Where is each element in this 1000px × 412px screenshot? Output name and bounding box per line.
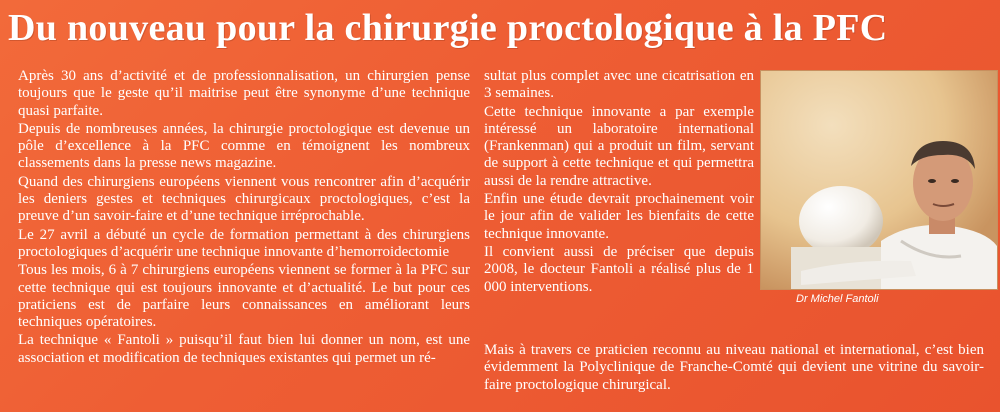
article-column-2 — [484, 68, 754, 297]
photo-caption: Dr Michel Fantoli — [796, 293, 879, 305]
portrait-photo — [760, 70, 998, 290]
paragraph: Tous les mois, 6 à 7 chirurgiens européens viennent se former à la PFC sur cette technique qui est toujours innovante et d’actualité. Le but pour ces praticiens est de parfaire leurs connaissances en améliorant leurs techniques opératoires. — [18, 262, 470, 331]
paragraph: Cette technique innovante a par exemple intéressé un laboratoire international (Frankenman) qui a produit un film, servant de support à cette technique et qui permettra aussi de la rendre attractive. — [484, 103, 754, 189]
article-column-1 — [18, 68, 470, 368]
portrait-illustration — [761, 71, 997, 289]
article-title: Du nouveau pour la chirurgie proctologique à la PFC — [8, 7, 888, 49]
paragraph: La technique « Fantoli » puisqu’il faut bien lui donner un nom, est une association et modification de techniques existantes qui permet un ré- — [18, 332, 470, 366]
paragraph: Depuis de nombreuses années, la chirurgie proctologique est devenue un pôle d’excellence à la PFC comme en témoignent les nombreux classements dans la presse news magazine. — [18, 120, 470, 172]
paragraph: Après 30 ans d’activité et de professionnalisation, un chirurgien pense toujours que le geste qu’il maitrise peut être synonyme d’une technique quasi parfaite. — [18, 68, 470, 119]
paragraph: sultat plus complet avec une cicatrisation en 3 semaines. — [484, 68, 754, 102]
paragraph: Mais à travers ce praticien reconnu au niveau national et international, c’est bien évidemment la Polyclinique de Franche-Comté qui devient une vitrine du savoir-faire proctologique chirurgical. — [484, 342, 984, 393]
paragraph: Enfin une étude devrait prochainement voir le jour afin de valider les bienfaits de cette technique innovante. — [484, 191, 754, 242]
paragraph: Il convient aussi de préciser que depuis 2008, le docteur Fantoli a réalisé plus de 1 000 interventions. — [484, 243, 754, 295]
paragraph: Quand des chirurgiens européens viennent vous rencontrer afin d’acquérir les deniers gestes et techniques chirurgicaux proctologiques, c’est la preuve d’un savoir-faire et d’une technique irréprochable. — [18, 173, 470, 225]
sculpture-shape — [799, 186, 883, 256]
paragraph: Le 27 avril a débuté un cycle de formation permettant à des chirurgiens proctologiques d’acquérir une technique innovante d’hemorroidectomie — [18, 226, 470, 260]
article-column-2-bottom — [484, 342, 984, 395]
